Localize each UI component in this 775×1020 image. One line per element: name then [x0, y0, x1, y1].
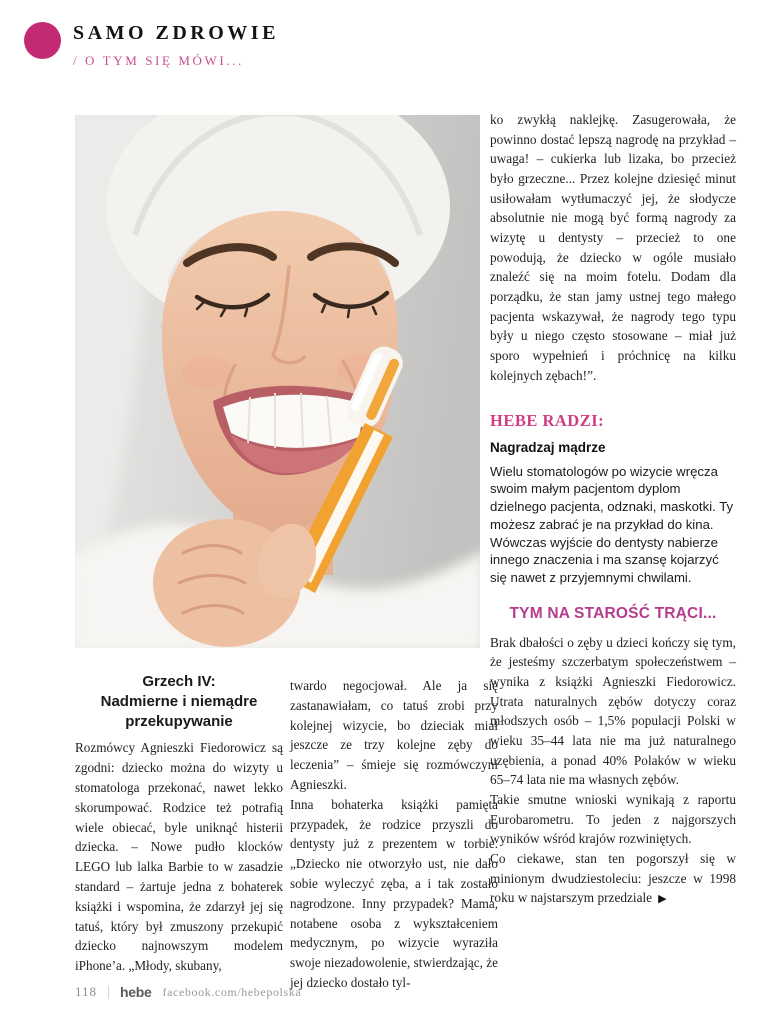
body-paragraph: ko zwykłą naklejkę. Zasugerowała, że powinno dostać lepszą nagrodę na przykład – uwaga! – cukierka lub lizaka, bo przecież było grzeczne... Przez kolejne dziesięć minut usiłowałam wytłumaczyć jej, że słodycze absolutnie nie mogą być formą nagrody za wizytę u dentysty – przecież to one powodują, że dziecko w ogóle musiało znaleźć się na moim fotelu. Dodam dla porządku, że stan jamy ustnej tego małego pacjenta wskazywał, że nagrody tego typu były u niego często stosowane – miał już sporo wypełnień i próchnicę na kilku kolejnych zębach!”.: [490, 112, 736, 383]
facebook-url: facebook.com/hebepolska: [162, 984, 302, 999]
hebe-radzi-heading: HEBE RADZI:: [490, 411, 605, 431]
body-paragraph: Takie smutne wnioski wynikają z raportu Eurobarometru. To jeden z najgorszych wyników wśród krajów rozwiniętych.: [490, 791, 736, 847]
body-paragraph: Rozmówcy Agnieszki Fiedorowicz są zgodni: dziecko można do wizyty u stomatologa przekonać, nawet lekko skorumpować. Rodzice też potrafią wiele obiecać, byle uniknąć histerii dziecka. – Nowe pudło klocków LEGO lub lalka Barbie to w zasadzie standard – żartuje jedna z bohaterek książki i wspomina, że zdarzył jej się tatuś, który był zmuszony przekupić dziecko najnowszym modelem iPhone’a. „Młody, skubany,: [75, 740, 283, 974]
heading-line: Nadmierne i niemądre: [100, 692, 258, 710]
heading-line: Grzech IV:: [142, 673, 216, 690]
masthead: [73, 22, 279, 69]
article-column-2: [290, 676, 498, 993]
continue-arrow-icon: ▶: [658, 892, 667, 906]
page-number: 118: [75, 984, 98, 999]
body-paragraph: Brak dbałości o zęby u dzieci kończy się tym, że jesteśmy szczerbatym społeczeństwem – wynika z książki Agnieszki Fiedorowicz. Utrata naturalnych zębów dotyczy coraz młodszych osób – 1,5% populacji Polski w wieku 35–44 lata nie ma już naturalnego uzębienia, a ponad 40% Polaków w wieku 65–74 lata nie ma własnych zębów.: [490, 634, 736, 788]
footer-divider: [108, 986, 109, 999]
hebe-radzi-body: Wielu stomatologów po wizycie wręcza swoim małym pacjentom dyplom dzielnego pacjenta, odznaki, maskotki. Ty możesz zabrać je na przykład do kina. Wówczas wyjście do dentysty nabierze innego znaczenia i ma szansę kojarzyć się nawet z przyjemnymi chwilami.: [490, 463, 734, 585]
brand-dot-icon: [24, 22, 61, 59]
body-paragraph: Inna bohaterka książki pamięta przypadek, że rodzice przyszli do dentysty już z prezentem w torbie. „Dziecko nie otworzyło ust, nie dało sobie wyleczyć zęba, a i tak zostało nagrodzone. Inny przypadek? Mama, notabene osoba z wykształceniem medycznym, po wizycie wyraziła swoje niezadowolenie, stwierdzając, że jej dziecko dostało tyl-: [290, 796, 498, 990]
hebe-radzi-subheading: Nagradzaj mądrze: [490, 439, 606, 455]
column1-heading: [75, 672, 283, 731]
section-subtitle: / O TYM SIĘ MÓWI...: [73, 53, 244, 68]
page-footer: [75, 984, 301, 1000]
photo-illustration: [75, 115, 480, 648]
body-paragraph: [490, 849, 736, 908]
starosc-heading: TYM NA STAROŚĆ TRĄCI...: [509, 604, 717, 622]
heading-line: przekupywanie: [125, 712, 233, 730]
body-text: Co ciekawe, stan ten pogorszył się w minionym dwudziestoleciu: jeszcze w 1998 roku w najstarszym przedziale: [490, 850, 736, 906]
hebe-logo: hebe: [120, 984, 152, 1000]
article-column-3: [490, 110, 736, 908]
body-paragraph: twardo negocjował. Ale ja się zastanawiałam, co tatuś zrobi przy kolejnej wizycie, bo dzieciak miał jeszcze ze trzy kolejne zęby do leczenia” – śmieje się rozmówczyni Agnieszki.: [290, 678, 498, 792]
section-title: SAMO ZDROWIE: [73, 22, 279, 44]
article-column-1: [75, 672, 283, 976]
photo-woman-brushing-teeth: [75, 115, 480, 648]
